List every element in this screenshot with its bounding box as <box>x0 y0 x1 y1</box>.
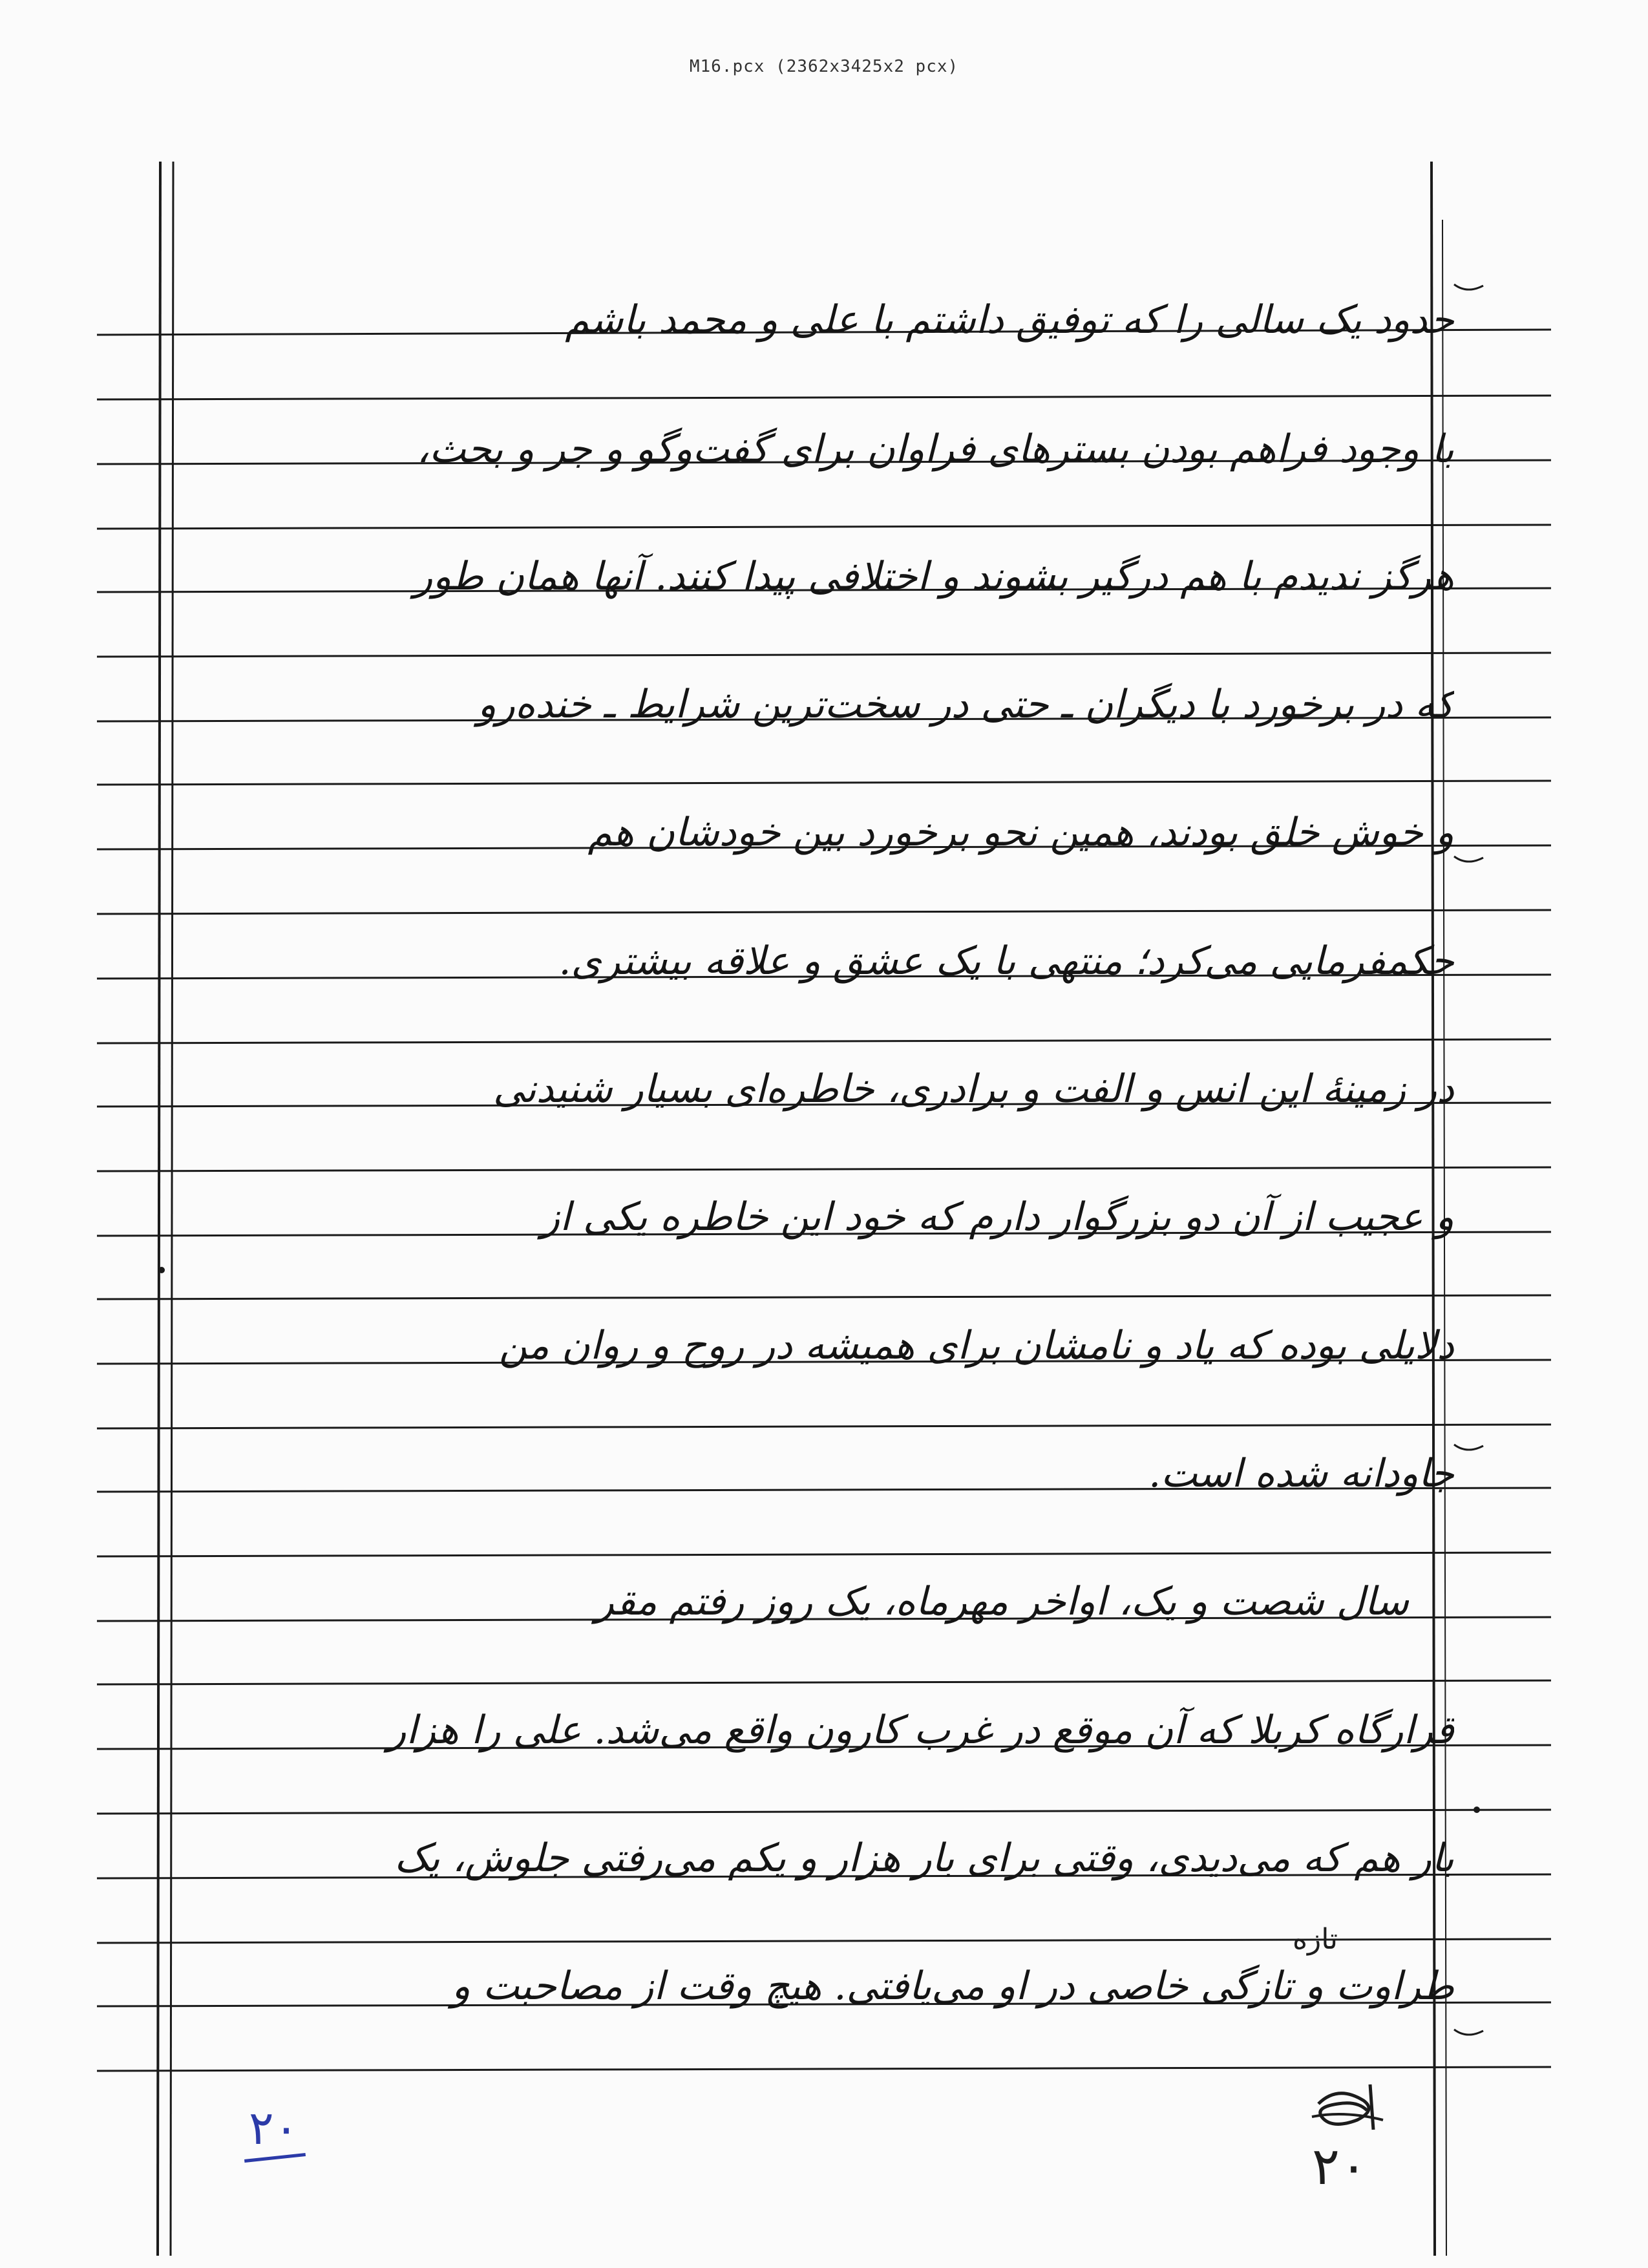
text-line: در زمینهٔ این انس و الفت و برادری، خاطره‌ای بسیار شنیدنی <box>492 1066 1454 1112</box>
page-number-blue: ۲۰ <box>249 2101 299 2155</box>
text-line: دلایلی بوده که یاد و نامشان برای همیشه در روح و روان من <box>498 1323 1454 1368</box>
text-line: با وجود فراهم بودن بسترهای فراوان برای گفت‌وگو و جر و بحث، <box>416 427 1454 472</box>
text-line: بار هم که می‌دیدی، وقتی برای بار هزار و یکم می‌رفتی جلوش، یک <box>394 1836 1454 1881</box>
text-line: و عجیب از آن دو بزرگوار دارم که خود این خاطره یکی از <box>541 1194 1454 1240</box>
text-line: سال شصت و یک، اواخر مهرماه، یک روز رفتم مقر <box>595 1579 1409 1624</box>
margin-note: تازه <box>1293 1923 1338 1956</box>
text-line: قرارگاه کربلا که آن موقع در غرب کارون واقع می‌شد. علی را هزار <box>387 1708 1454 1753</box>
text-line: طراوت و تازگی خاصی در او می‌یافتی. هیچ وقت از مصاحبت و <box>451 1964 1454 2009</box>
text-line: که در برخورد با دیگران ـ حتی در سخت‌ترین شرایط ـ خنده‌رو <box>477 682 1454 727</box>
text-line: حکمفرمایی می‌کرد؛ منتهی با یک عشق و علاقه بیشتری. <box>558 938 1454 984</box>
text-line: و خوش خلق بودند، همین نحو برخورد بین خودشان هم <box>587 810 1454 855</box>
text-line: جاودانه شده است. <box>1148 1451 1454 1496</box>
text-line: هرگز ندیدم با هم درگیر بشوند و اختلافی پیدا کنند. آنها همان طور <box>414 554 1454 599</box>
stamp-page-number: ۲۰ <box>1312 2136 1368 2196</box>
file-header: M16.pcx (2362x3425x2 pcx) <box>689 57 959 76</box>
text-line: حدود یک سالی را که توفیق داشتم با علی و محمد باشم <box>565 297 1454 343</box>
